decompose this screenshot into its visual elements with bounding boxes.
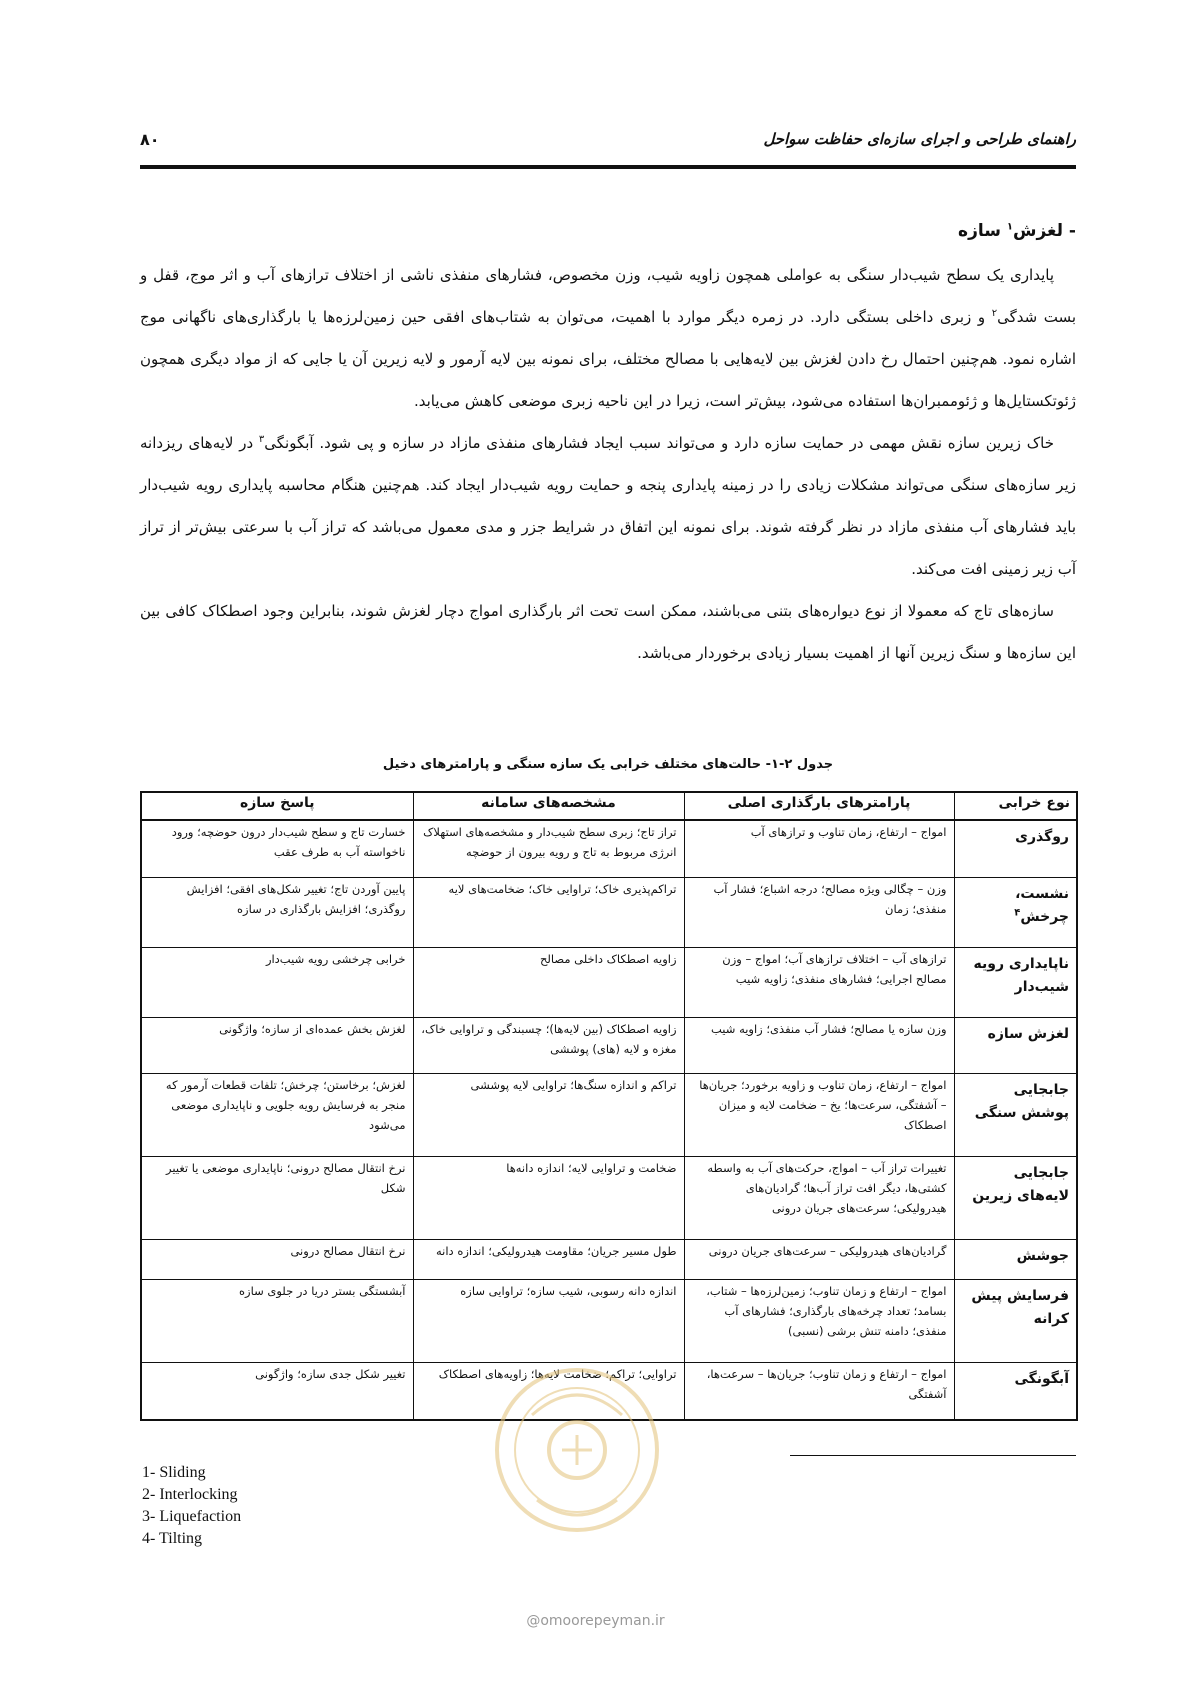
footnote-rule <box>790 1455 1076 1456</box>
damage-modes-table <box>140 791 1078 1421</box>
footnote-ref: ۱ <box>1006 221 1013 233</box>
paragraph-2: خاک زیرین سازه نقش مهمی در حمایت سازه دارد و می‌تواند سبب ایجاد فشارهای منفذی مازاد در سازه و پی شود. آبگونگی$^۳$ در لایه‌های ریزدانه زیر سازه‌های سنگی می‌تواند مشکلات زیادی را در زمینه پایداری پنجه و حمایت رویه شیب‌دار ایجاد کند. هم‌چنین هنگام محاسبه پایداری رویه شیب‌دار باید فشارهای آب منفذی مازاد در نظر گرفته شوند. برای نمونه این اتفاق در شرایط جزر و مدی معمول می‌باشد که تراز آب با سرعتی بیش‌تر از تراز آب زیر زمینی افت می‌کند. <box>140 434 1076 578</box>
website-credit: @omoorepeyman.ir <box>526 1613 665 1629</box>
system-characteristics-cell: تراکم‌پذیری خاک؛ تراوایی خاک؛ ضخامت‌های لایه <box>413 877 684 947</box>
section-title: - لغزش$^۱$ سازه <box>958 221 1076 241</box>
damage-type-cell: جابجایی پوشش سنگی <box>954 1074 1077 1157</box>
column-header: نوع خرابی <box>954 792 1077 820</box>
loading-parameters-cell: امواج – ارتفاع و زمان تناوب؛ زمین‌لرزه‌ها – شتاب، بسامد؛ تعداد چرخه‌های بارگذاری؛ فشارهای آب منفذی؛ دامنه تنش برشی (نسبی) <box>684 1279 954 1362</box>
table-row <box>141 1240 1077 1280</box>
structure-response-cell: لغزش؛ برخاستن؛ چرخش؛ تلفات قطعات آرمور که منجر به فرسایش رویه جلویی و ناپایداری موضعی می‌شود <box>141 1074 413 1157</box>
structure-response-cell: نرخ انتقال مصالح درونی <box>141 1240 413 1280</box>
loading-parameters-cell: وزن سازه یا مصالح؛ فشار آب منفذی؛ زاویه شیب <box>684 1017 954 1074</box>
structure-response-cell: لغزش بخش عمده‌ای از سازه؛ واژگونی <box>141 1017 413 1074</box>
damage-type-cell: نشست، چرخش$^۴$ <box>954 877 1077 947</box>
system-characteristics-cell: اندازه دانه رسوبی، شیب سازه؛ تراوایی سازه <box>413 1279 684 1362</box>
structure-response-cell: خسارت تاج و سطح شیب‌دار درون حوضچه؛ ورود ناخواسته آب به طرف عقب <box>141 820 413 877</box>
loading-parameters-cell: امواج – ارتفاع، زمان تناوب و ترازهای آب <box>684 820 954 877</box>
table-row <box>141 1157 1077 1240</box>
structure-response-cell: تغییر شکل جدی سازه؛ واژگونی <box>141 1363 413 1420</box>
system-characteristics-cell: زاویه اصطکاک داخلی مصالح <box>413 947 684 1017</box>
loading-parameters-cell: وزن – چگالی ویژه مصالح؛ درجه اشباع؛ فشار آب منفذی؛ زمان <box>684 877 954 947</box>
system-characteristics-cell: ضخامت و تراوایی لایه؛ اندازه دانه‌ها <box>413 1157 684 1240</box>
damage-type-cell: جوشش <box>954 1240 1077 1280</box>
damage-type-cell: آبگونگی <box>954 1363 1077 1420</box>
system-characteristics-cell: تراوایی؛ تراکم؛ ضخامت لایه‌ها؛ زاویه‌های اصطکاک <box>413 1363 684 1420</box>
page-header <box>140 118 1076 168</box>
table-row <box>141 947 1077 1017</box>
loading-parameters-cell: امواج – ارتفاع و زمان تناوب؛ جریان‌ها – سرعت‌ها، آشفتگی <box>684 1363 954 1420</box>
header-rule <box>140 165 1076 168</box>
footnote-ref: ۴ <box>1014 907 1021 919</box>
column-header: پارامترهای بارگذاری اصلی <box>684 792 954 820</box>
footnotes <box>142 1462 241 1550</box>
system-characteristics-cell: زاویه اصطکاک (بین لایه‌ها)؛ چسبندگی و تراوایی خاک، مغزه و لایه (های) پوششی <box>413 1017 684 1074</box>
table-row <box>141 1074 1077 1157</box>
paragraph-3: سازه‌های تاج که معمولا از نوع دیواره‌های بتنی می‌باشند، ممکن است تحت اثر بارگذاری امواج دچار لغزش شوند، بنابراین وجود اصطکاک کافی بین این سازه‌ها و سنگ زیرین آنها از اهمیت بسیار زیادی برخوردار می‌باشد. <box>140 602 1076 662</box>
body-text <box>140 210 1076 674</box>
footnote-ref: ۲ <box>991 308 998 319</box>
table-header-row <box>141 792 1077 820</box>
loading-parameters-cell: امواج – ارتفاع، زمان تناوب و زاویه برخورد؛ جریان‌ها – آشفتگی، سرعت‌ها؛ یخ – ضخامت لایه و میزان اصطکاک <box>684 1074 954 1157</box>
footnote: 2- Interlocking <box>142 1486 238 1503</box>
table-caption: جدول ۲-۱- حالت‌های مختلف خرابی یک سازه سنگی و پارامترهای دخیل <box>382 757 834 772</box>
loading-parameters-cell: ترازهای آب – اختلاف ترازهای آب؛ امواج – وزن مصالح اجرایی؛ فشارهای منفذی؛ زاویه شیب <box>684 947 954 1017</box>
damage-type-cell: ناپایداری رویه شیب‌دار <box>954 947 1077 1017</box>
book-title: راهنمای طراحی و اجرای سازه‌ای حفاظت سواحل <box>763 130 1076 148</box>
structure-response-cell: خرابی چرخشی رویه شیب‌دار <box>141 947 413 1017</box>
loading-parameters-cell: تغییرات تراز آب – امواج، حرکت‌های آب به واسطه کشتی‌ها، دیگر افت تراز آب‌ها؛ گرادیان‌های هیدرولیکی؛ سرعت‌های جریان درونی <box>684 1157 954 1240</box>
damage-type-cell: روگذری <box>954 820 1077 877</box>
table-row <box>141 877 1077 947</box>
seal-watermark-icon <box>477 1355 677 1545</box>
paragraph-1: پایداری یک سطح شیب‌دار سنگی به عواملی همچون زاویه شیب، وزن مخصوص، فشارهای منفذی ناشی از اختلاف ترازهای آب و اثر موج، قفل و بست شدگی$^۲$ و زبری داخلی بستگی دارد. در زمره دیگر موارد با اهمیت، می‌توان به شتاب‌های افقی حین زمین‌لرزه‌ها یا بارگذاری‌های ناگهانی موج اشاره نمود. هم‌چنین احتمال رخ دادن لغزش بین لایه‌هایی با مصالح مختلف، برای نمونه بین لایه آرمور و لایه زیرین آن یا جایی که از مواد دیگری همچون ژئوتکستایل‌ها و ژئوممبران‌ها استفاده می‌شود، بیش‌تر است، زیرا در این ناحیه زبری موضعی کاهش می‌یابد. <box>140 266 1077 410</box>
table-row <box>141 820 1077 877</box>
page-number: ۸۰ <box>140 130 160 149</box>
column-header: مشخصه‌های سامانه <box>413 792 684 820</box>
structure-response-cell: پایین آوردن تاج؛ تغییر شکل‌های افقی؛ افزایش روگذری؛ افزایش بارگذاری در سازه <box>141 877 413 947</box>
column-header: پاسخ سازه <box>141 792 413 820</box>
structure-response-cell: آبشستگی بستر دریا در جلوی سازه <box>141 1279 413 1362</box>
footnote: 3- Liquefaction <box>142 1508 242 1525</box>
footnote: 1- Sliding <box>142 1464 206 1481</box>
damage-type-cell: جابجایی لایه‌های زیرین <box>954 1157 1077 1240</box>
system-characteristics-cell: تراز تاج؛ زبری سطح شیب‌دار و مشخصه‌های استهلاک انرژی مربوط به تاج و رویه بیرون از حوضچه <box>413 820 684 877</box>
table-row <box>141 1017 1077 1074</box>
footnote-ref: ۳ <box>258 434 265 445</box>
structure-response-cell: نرخ انتقال مصالح درونی؛ ناپایداری موضعی یا تغییر شکل <box>141 1157 413 1240</box>
table-row <box>141 1279 1077 1362</box>
system-characteristics-cell: طول مسیر جریان؛ مقاومت هیدرولیکی؛ اندازه دانه <box>413 1240 684 1280</box>
loading-parameters-cell: گرادیان‌های هیدرولیکی – سرعت‌های جریان درونی <box>684 1240 954 1280</box>
system-characteristics-cell: تراکم و اندازه سنگ‌ها؛ تراوایی لایه پوششی <box>413 1074 684 1157</box>
damage-type-cell: لغزش سازه <box>954 1017 1077 1074</box>
footnote: 4- Tilting <box>142 1530 203 1547</box>
damage-type-cell: فرسایش پیش کرانه <box>954 1279 1077 1362</box>
